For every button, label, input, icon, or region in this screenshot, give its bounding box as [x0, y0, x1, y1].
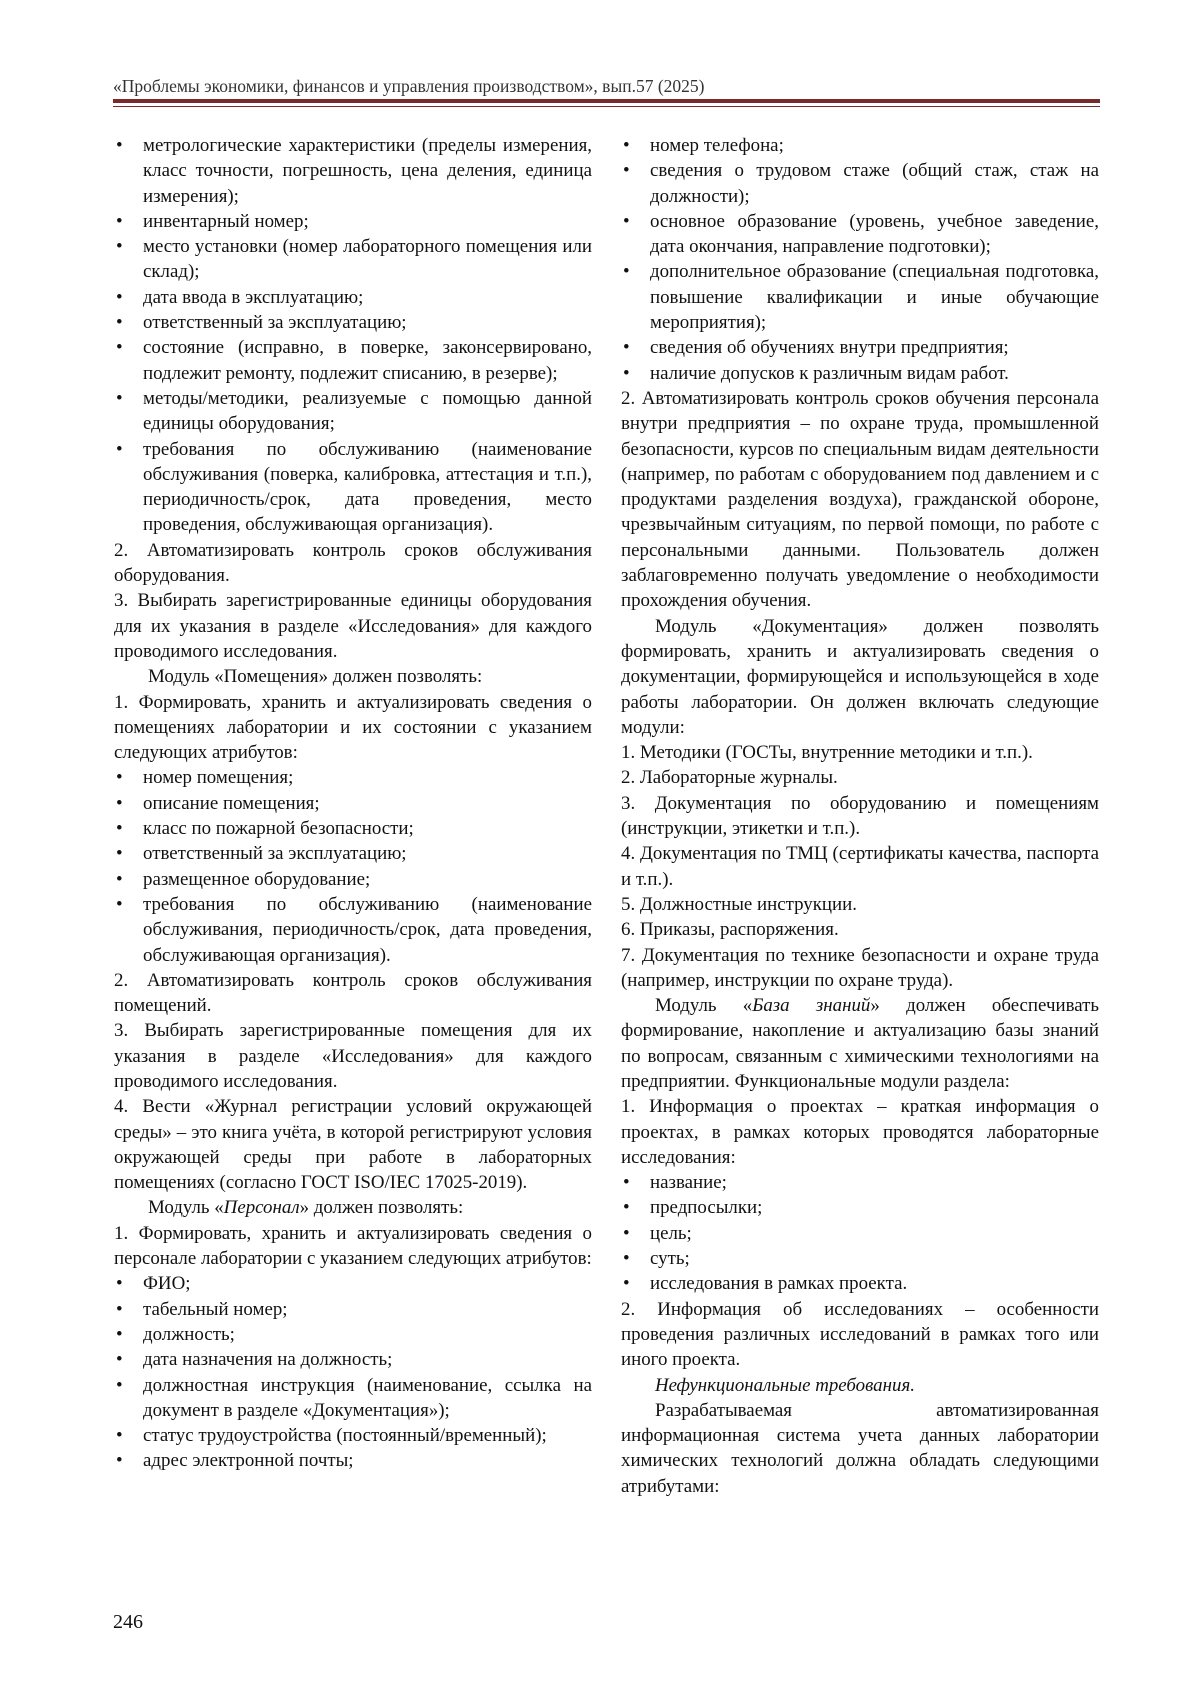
paragraph: 2. Автоматизировать контроль сроков обучения персонала внутри предприятия – по охране труда, промышленной безопасности, курсов по специальным видам деятельности (например, по работам с оборудованием под давлением и с продуктами разделения воздуха), гражданской обороне, чрезвычайным ситуациям, по первой помощи, по работе с персональными данными. Пользователь должен заблаговременно получать уведомление о необходимости прохождения обучения.	[621, 387, 1099, 612]
module-name-italic: База знаний	[752, 995, 871, 1017]
list-item: • должность;	[114, 1322, 592, 1347]
list-item: • описание помещения;	[114, 791, 592, 816]
paragraph: Разрабатываемая автоматизированная информационная система учета данных лаборатории химических технологий должна обладать следующими атрибутами:	[621, 1399, 1099, 1497]
paragraph: 3. Выбирать зарегистрированные единицы оборудования для их указания в разделе «Исследования» для каждого проводимого исследования.	[114, 590, 592, 662]
header-rule-thin	[113, 106, 1100, 107]
numbered-item: 6. Приказы, распоряжения.	[621, 919, 839, 941]
right-column	[621, 133, 1099, 1499]
list-item: • инвентарный номер;	[114, 209, 592, 234]
paragraph: 2. Автоматизировать контроль сроков обслуживания помещений.	[114, 969, 592, 1017]
list-item: • дополнительное образование (специальная подготовка, повышение квалификации и иные обучающие мероприятия);	[621, 259, 1099, 335]
list-item: • ответственный за эксплуатацию;	[114, 310, 592, 335]
numbered-item: 1. Методики (ГОСТы, внутренние методики и т.п.).	[621, 742, 1033, 764]
list-item: • табельный номер;	[114, 1297, 592, 1322]
paragraph: 2. Информация об исследованиях – особенности проведения различных исследований в рамках того или иного проекта.	[621, 1298, 1099, 1371]
header-rule-thick	[113, 99, 1100, 103]
list-item: • адрес электронной почты;	[114, 1448, 592, 1473]
list-item: • ответственный за эксплуатацию;	[114, 841, 592, 866]
intro-text: » должен позволять:	[299, 1197, 464, 1219]
personnel-attributes-list	[114, 1271, 592, 1473]
page-number: 246	[113, 1611, 143, 1633]
list-item: • сведения об обучениях внутри предприятия;	[621, 335, 1099, 360]
module-name-italic: Персонал	[223, 1197, 300, 1219]
equipment-attributes-list	[114, 133, 592, 538]
rooms-attributes-list	[114, 765, 592, 967]
numbered-item: 7. Документация по технике безопасности и охране труда (например, инструкции по охране труда).	[621, 944, 1099, 991]
section-heading-nonfunctional: Нефункциональные требования.	[655, 1374, 915, 1396]
list-item: • номер помещения;	[114, 765, 592, 790]
intro-text: Модуль «	[148, 1197, 224, 1219]
knowledge-base-module-intro	[621, 993, 1099, 1094]
list-item: • требования по обслуживанию (наименование обслуживания (поверка, калибровка, аттестация и т.п.), периодичность/срок, дата проведения, место проведения, обслуживающая организация).	[114, 437, 592, 538]
list-item: • номер телефона;	[621, 133, 1099, 158]
list-item: • наличие допусков к различным видам работ.	[621, 361, 1099, 386]
list-item: • сведения о трудовом стаже (общий стаж, стаж на должности);	[621, 158, 1099, 209]
numbered-item: 5. Должностные инструкции.	[621, 893, 857, 915]
list-item: • ФИО;	[114, 1271, 592, 1296]
paragraph: 2. Автоматизировать контроль сроков обслуживания оборудования.	[114, 539, 592, 587]
list-item: • цель;	[621, 1221, 1099, 1246]
paragraph: 3. Выбирать зарегистрированные помещения для их указания в разделе «Исследования» для каждого проводимого исследования.	[114, 1020, 592, 1092]
list-item: • класс по пожарной безопасности;	[114, 816, 592, 841]
list-item: • состояние (исправно, в поверке, законсервировано, подлежит ремонту, подлежит списанию, в резерве);	[114, 335, 592, 386]
list-item: • метрологические характеристики (пределы измерения, класс точности, погрешность, цена деления, единица измерения);	[114, 133, 592, 209]
list-item: • статус трудоустройства (постоянный/временный);	[114, 1423, 592, 1448]
list-item: • размещенное оборудование;	[114, 867, 592, 892]
intro-text: » должен обеспечивать формирование, накопление и актуализацию базы знаний по вопросам, связанным с химическими технологиями на предприятии. Функциональные модули раздела:	[621, 995, 1099, 1092]
paragraph: 4. Вести «Журнал регистрации условий окружающей среды» – это книга учёта, в которой регистрируют условия окружающей среды при работе в лабораторных помещениях (согласно ГОСТ ISO/IEC 17025-2019).	[114, 1096, 592, 1194]
list-item: • дата назначения на должность;	[114, 1347, 592, 1372]
list-item: • место установки (номер лабораторного помещения или склад);	[114, 234, 592, 285]
paragraph: 1. Формировать, хранить и актуализировать сведения о помещениях лаборатории и их состоянии с указанием следующих атрибутов:	[114, 691, 592, 764]
list-item: • суть;	[621, 1246, 1099, 1271]
left-column	[114, 133, 592, 1474]
rooms-module-intro: Модуль «Помещения» должен позволять:	[148, 666, 483, 688]
list-item: • требования по обслуживанию (наименование обслуживания, периодичность/срок, дата проведения, обслуживающая организация).	[114, 892, 592, 968]
personnel-attributes-list-continued	[621, 133, 1099, 386]
numbered-item: 4. Документация по ТМЦ (сертификаты качества, паспорта и т.п.).	[621, 843, 1099, 890]
list-item: • методы/методики, реализуемые с помощью данной единицы оборудования;	[114, 386, 592, 437]
running-header: «Проблемы экономики, финансов и управления производством», вып.57 (2025)	[113, 76, 705, 96]
list-item: • исследования в рамках проекта.	[621, 1271, 1099, 1296]
numbered-item: 3. Документация по оборудованию и помещениям (инструкции, этикетки и т.п.).	[621, 792, 1099, 840]
list-item: • основное образование (уровень, учебное заведение, дата окончания, направление подготовки);	[621, 209, 1099, 260]
list-item: • название;	[621, 1170, 1099, 1195]
paragraph: 1. Формировать, хранить и актуализировать сведения о персонале лаборатории с указанием следующих атрибутов:	[114, 1222, 592, 1270]
numbered-item: 2. Лабораторные журналы.	[621, 767, 838, 789]
intro-text: Модуль «	[655, 995, 753, 1017]
personnel-module-intro	[114, 1195, 592, 1220]
paragraph: 1. Информация о проектах – краткая информация о проектах, в рамках которых проводятся лабораторные исследования:	[621, 1096, 1099, 1168]
list-item: • должностная инструкция (наименование, ссылка на документ в разделе «Документация»);	[114, 1373, 592, 1424]
list-item: • предпосылки;	[621, 1195, 1099, 1220]
documentation-module-intro: Модуль «Документация» должен позволять формировать, хранить и актуализировать сведения о документации, формирующейся и использующейся в ходе работы лаборатории. Он должен включать следующие модули:	[621, 615, 1099, 738]
list-item: • дата ввода в эксплуатацию;	[114, 285, 592, 310]
projects-attributes-list	[621, 1170, 1099, 1296]
